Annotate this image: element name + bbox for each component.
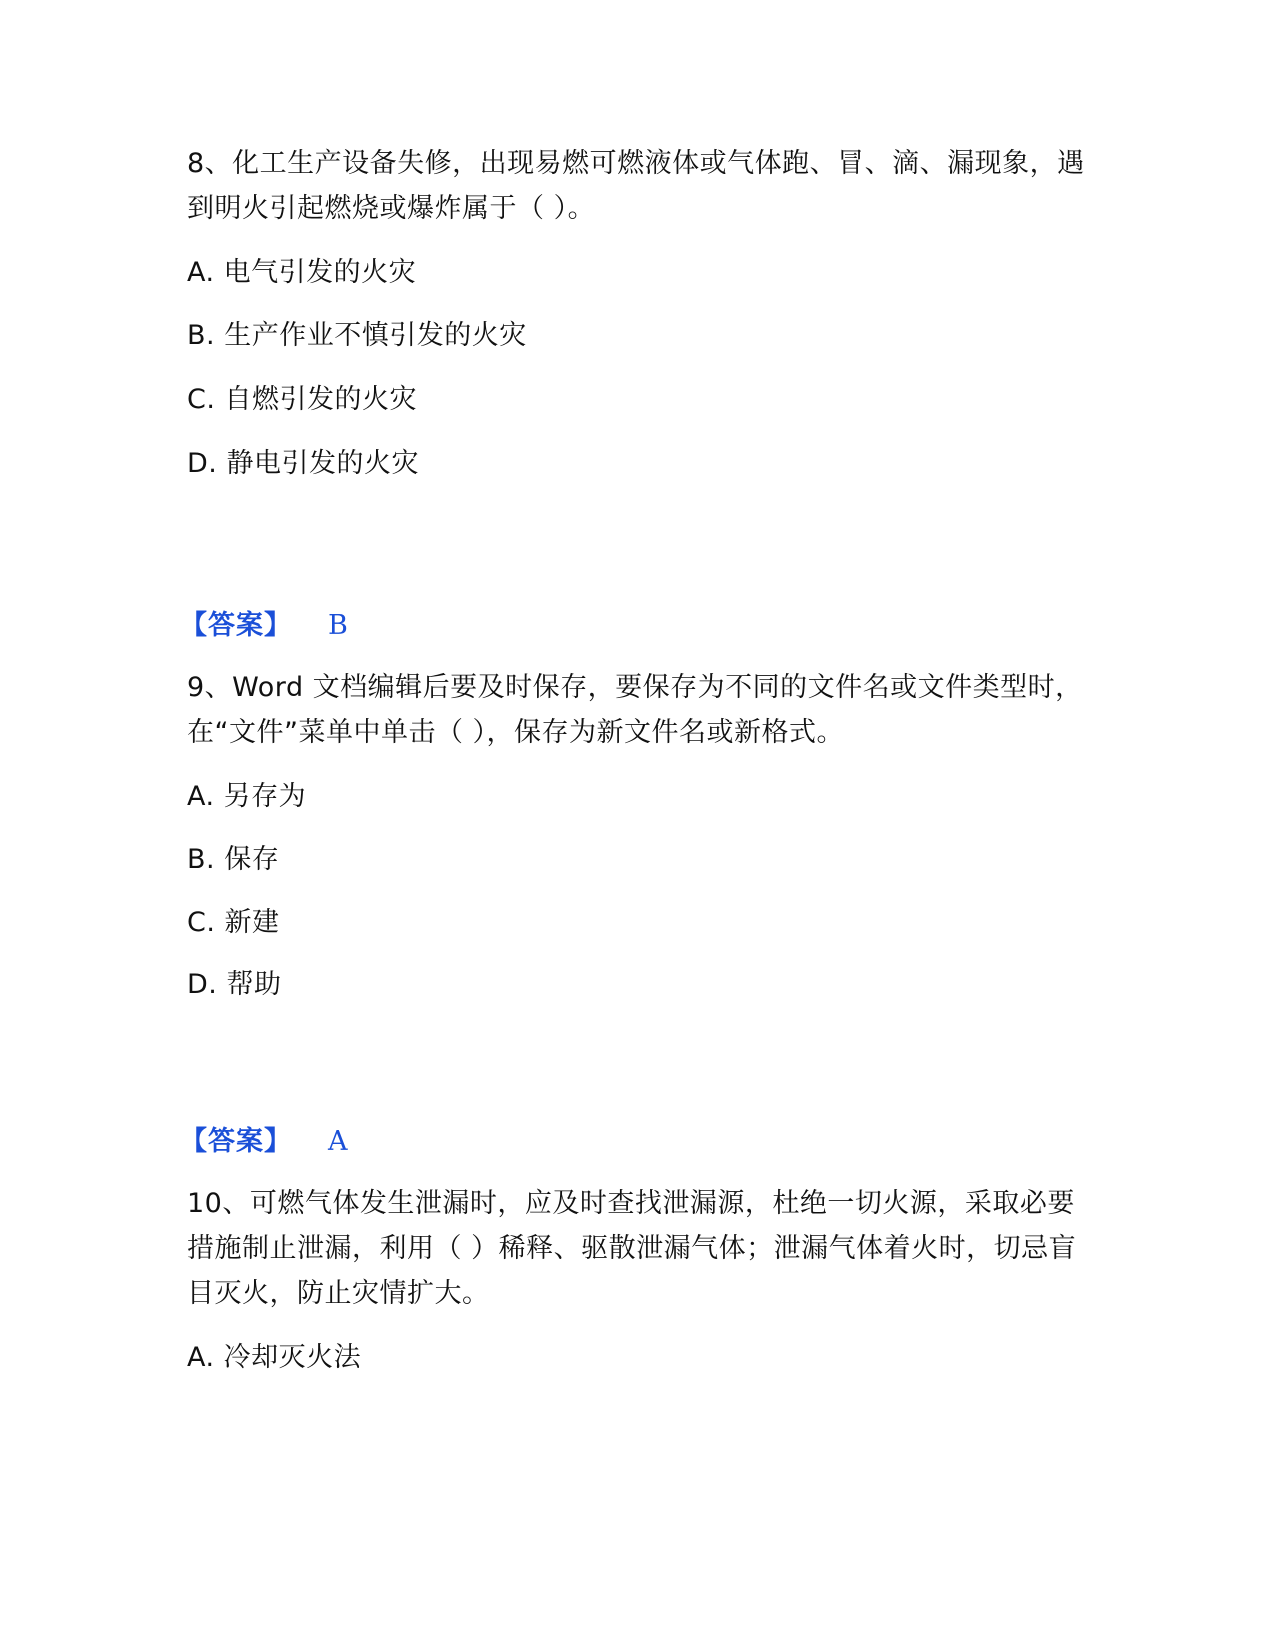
question-10-stem-line-2: 措施制止泄漏，利用（ ）稀释、驱散泄漏气体；泄漏气体着火时，切忌盲: [187, 1233, 1077, 1264]
question-8-stem-line-1: 8、化工生产设备失修，出现易燃可燃液体或气体跑、冒、滴、漏现象，遇: [187, 148, 1085, 179]
question-8-option-a: A. 电气引发的火灾: [187, 257, 417, 288]
answer-label: 【答案】: [180, 610, 292, 641]
question-9-stem-line-1: 9、Word 文档编辑后要及时保存，要保存为不同的文件名或文件类型时，: [187, 672, 1083, 703]
question-9-option-d: D. 帮助: [187, 969, 282, 1000]
answer-value: B: [328, 610, 348, 641]
question-10-option-a: A. 冷却灭火法: [187, 1342, 362, 1373]
question-9-answer: [180, 1124, 348, 1160]
question-8-option-c: C. 自燃引发的火灾: [187, 384, 418, 415]
question-9-stem-line-2: 在“文件”菜单中单击（ ），保存为新文件名或新格式。: [187, 717, 845, 748]
question-9-option-c: C. 新建: [187, 907, 280, 938]
question-8-option-d: D. 静电引发的火灾: [187, 448, 419, 479]
answer-value: A: [328, 1126, 348, 1157]
question-9-option-b: B. 保存: [187, 844, 280, 875]
answer-label: 【答案】: [180, 1126, 292, 1157]
question-8-stem-line-2: 到明火引起燃烧或爆炸属于（ ）。: [187, 193, 596, 224]
question-8-option-b: B. 生产作业不慎引发的火灾: [187, 320, 527, 351]
question-8-answer: [180, 608, 348, 644]
question-9-option-a: A. 另存为: [187, 781, 307, 812]
question-10-stem-line-1: 10、可燃气体发生泄漏时，应及时查找泄漏源，杜绝一切火源，采取必要: [187, 1188, 1075, 1219]
question-10-stem-line-3: 目灭火，防止灾情扩大。: [187, 1278, 490, 1309]
